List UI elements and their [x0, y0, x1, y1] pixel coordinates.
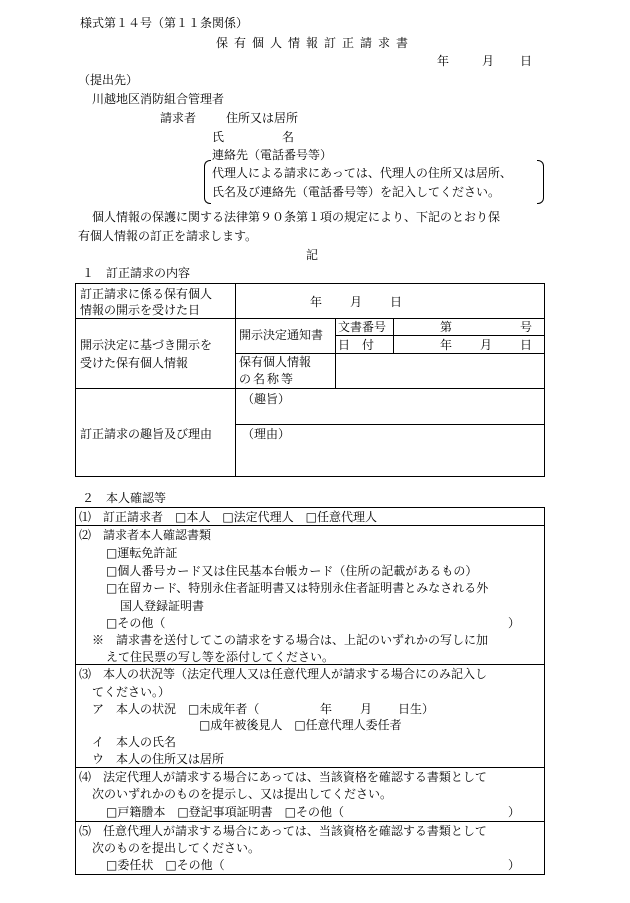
doc-no-label: 文書番号: [338, 320, 387, 334]
disclosed-info-label-1: 開示決定に基づき開示を: [80, 338, 213, 352]
notice-label: 開示決定通知書: [239, 328, 324, 342]
item3-title-1: ⑶ 本人の状況等（法定代理人又は任意代理人が請求する場合にのみ記入し: [79, 667, 488, 681]
recipient-label: （提出先）: [78, 73, 139, 87]
requester-label: 請求者: [160, 111, 197, 125]
requester-address-label: 住所又は居所: [226, 111, 299, 125]
item5-line-2: 次のものを提出してください。: [92, 841, 261, 855]
notice-date-year: 年: [440, 338, 453, 352]
item3-person-address: ウ 本人の住所又は居所: [92, 752, 225, 766]
section1-heading: １ 訂正請求の内容: [82, 266, 191, 280]
item3-status-2: □成年被後見人 □任意代理人委任者: [199, 718, 402, 732]
requester-name-label-2: 名: [282, 130, 295, 144]
disclosure-date-month: 月: [350, 295, 363, 309]
item2-residence-card-2: 国人登録証明書: [120, 599, 205, 613]
doc-no-dai: 第: [440, 320, 453, 334]
recipient-name: 川越地区消防組合管理者: [92, 92, 225, 106]
intro-line1: 個人情報の保護に関する法律第９０条第１項の規定により、下記のとおり保: [92, 210, 501, 224]
item2-other-close: ）: [508, 616, 521, 630]
item2-title: ⑵ 請求者本人確認書類: [79, 528, 212, 542]
disclosure-date-day: 日: [390, 295, 403, 309]
item3-birth-month: 月: [360, 702, 373, 716]
ki-label: 記: [306, 248, 319, 262]
item2-drivers-license: □運転免許証: [106, 546, 178, 560]
notice-date-month: 月: [480, 338, 493, 352]
requester-name-label-1: 氏: [212, 130, 225, 144]
item3-status: ア 本人の状況 □未成年者（: [92, 702, 260, 716]
notice-date-label: 日 付: [338, 338, 375, 352]
item3-title-2: てください。）: [92, 685, 171, 699]
item4-line-3: □戸籍謄本 □登記事項証明書 □その他（: [106, 805, 345, 819]
disclosed-info-label-2: 受けた保有個人情報: [80, 356, 189, 370]
date-year-label: 年: [437, 54, 450, 68]
section2-heading: ２ 本人確認等: [82, 491, 167, 505]
item5-line-3: □委任状 □その他（: [106, 858, 225, 872]
form-title: 保有個人情報訂正請求書: [216, 36, 415, 50]
item2-other: □その他（: [106, 616, 166, 630]
item3-birth-day: 日生）: [398, 702, 435, 716]
doc-no-go: 号: [520, 320, 533, 334]
requester-contact-label: 連絡先（電話番号等）: [212, 148, 333, 162]
info-name-label-2: の名称等: [239, 372, 296, 386]
item1-requester-type: ⑴ 訂正請求者 □本人 □法定代理人 □任意代理人: [79, 510, 378, 524]
agent-note-line1: 代理人による請求にあっては、代理人の住所又は居所、: [212, 166, 512, 180]
reason-label: （理由）: [242, 427, 291, 441]
disclosure-date-label-2: 情報の開示を受けた日: [80, 303, 201, 317]
purpose-reason-label: 訂正請求の趣旨及び理由: [80, 427, 213, 441]
agent-note-line2: 氏名及び連絡先（電話番号等）を記入してください。: [212, 185, 501, 199]
disclosure-date-year: 年: [310, 295, 323, 309]
form-number: 様式第１４号（第１１条関係）: [80, 16, 249, 30]
date-day-label: 日: [520, 54, 533, 68]
disclosure-date-label-1: 訂正請求に係る保有個人: [80, 287, 213, 301]
item5-line-1: ⑸ 任意代理人が請求する場合にあっては、当該資格を確認する書類として: [79, 824, 487, 838]
item5-close: ）: [508, 858, 521, 872]
purpose-label: （趣旨）: [242, 392, 291, 406]
item3-person-name: イ 本人の氏名: [92, 735, 177, 749]
item2-mynumber-card: □個人番号カード又は住民基本台帳カード（住所の記載があるもの）: [106, 564, 478, 578]
date-month-label: 月: [482, 54, 495, 68]
intro-line2: 有個人情報の訂正を請求します。: [78, 229, 258, 243]
info-name-label-1: 保有個人情報: [239, 355, 312, 369]
item2-note-2: えて住民票の写し等を添付してください。: [106, 650, 335, 664]
item2-note-1: ※ 請求書を送付してこの請求をする場合は、上記のいずれかの写しに加: [92, 633, 489, 647]
item2-residence-card-1: □在留カード、特別永住者証明書又は特別永住者証明書とみなされる外: [106, 581, 489, 595]
notice-date-day: 日: [520, 338, 533, 352]
item4-close: ）: [508, 805, 521, 819]
item4-line-2: 次のいずれかのものを提示し、又は提出してください。: [92, 787, 393, 801]
item4-line-1: ⑷ 法定代理人が請求する場合にあっては、当該資格を確認する書類として: [79, 770, 487, 784]
item3-birth-year: 年: [320, 702, 333, 716]
